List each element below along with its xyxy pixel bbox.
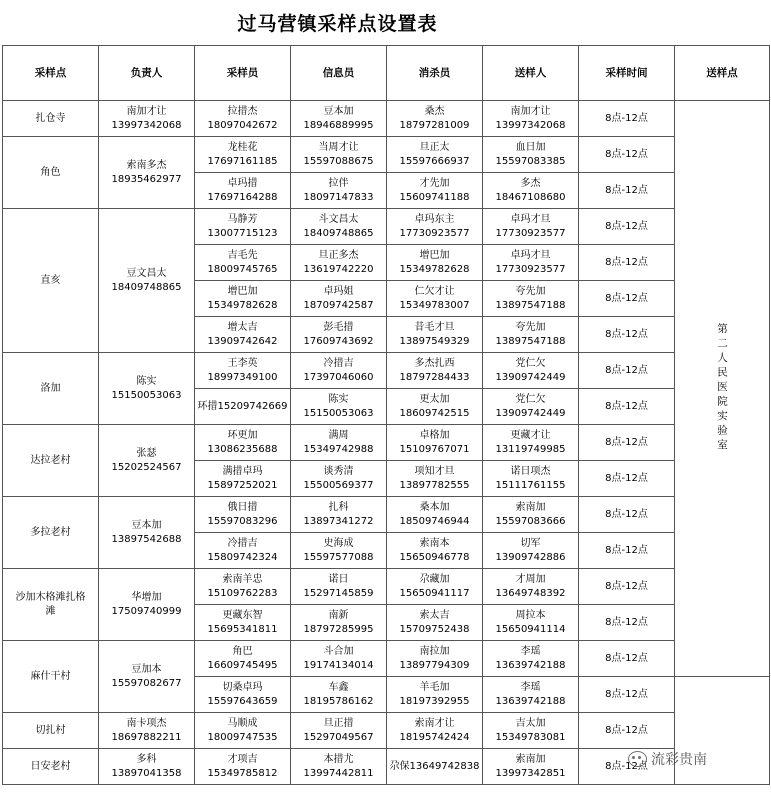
cell-sampler: 增巴加 15349782628 xyxy=(195,281,291,317)
cell-sampler: 马顺成 18009747535 xyxy=(195,713,291,749)
cell-sampler: 拉措杰 18097042672 xyxy=(195,101,291,137)
cell-disinfect: 项知才旦 13897782555 xyxy=(387,461,483,497)
cell-courier: 才周加 13649748392 xyxy=(483,569,579,605)
cell-courier: 吉太加 15349783081 xyxy=(483,713,579,749)
cell-head: 多科 13897041358 xyxy=(99,749,195,785)
cell-disinfect: 仁欠才让 15349783007 xyxy=(387,281,483,317)
cell-sampler: 俄日措 15597083296 xyxy=(195,497,291,533)
cell-sampler: 更藏东智 15695341811 xyxy=(195,605,291,641)
cell-info: 满周 15349742988 xyxy=(291,425,387,461)
cell-info: 斗文昌太 18409748865 xyxy=(291,209,387,245)
cell-head: 南加才让 13997342068 xyxy=(99,101,195,137)
header-head: 负责人 xyxy=(99,46,195,101)
table-row xyxy=(3,713,770,749)
cell-disinfect: 昔毛才旦 13897549329 xyxy=(387,317,483,353)
cell-head: 张瑟 15202524567 xyxy=(99,425,195,497)
header-courier: 送样人 xyxy=(483,46,579,101)
cell-sampler: 吉毛先 18009745765 xyxy=(195,245,291,281)
cell-courier: 卓玛才旦 17730923577 xyxy=(483,245,579,281)
cell-info: 扎科 13897341272 xyxy=(291,497,387,533)
cell-disinfect: 羊毛加 18197392955 xyxy=(387,677,483,713)
cell-sampler: 龙桂花 17697161185 xyxy=(195,137,291,173)
cell-site: 扎仓寺 xyxy=(3,101,99,137)
cell-info: 拉伴 18097147833 xyxy=(291,173,387,209)
cell-info: 彭毛措 17609743692 xyxy=(291,317,387,353)
cell-time: 8点-12点 xyxy=(579,533,675,569)
cell-courier: 李瑶 13639742188 xyxy=(483,677,579,713)
cell-sampler: 卓玛措 17697164288 xyxy=(195,173,291,209)
cell-sampler: 环措15209742669 xyxy=(195,389,291,425)
cell-disinfect: 尕保13649742838 xyxy=(387,749,483,785)
cell-disinfect: 旦正太 15597666937 xyxy=(387,137,483,173)
wechat-icon xyxy=(628,751,647,767)
cell-time: 8点-12点 xyxy=(579,641,675,677)
header-site: 采样点 xyxy=(3,46,99,101)
cell-time: 8点-12点 xyxy=(579,353,675,389)
cell-sampler: 环更加 13086235688 xyxy=(195,425,291,461)
table-row xyxy=(3,641,770,677)
cell-head: 豆加本 15597082677 xyxy=(99,641,195,713)
table-row xyxy=(3,569,770,605)
cell-head: 豆本加 13897542688 xyxy=(99,497,195,569)
cell-info: 南新 18797285995 xyxy=(291,605,387,641)
cell-disinfect: 桑本加 18509746944 xyxy=(387,497,483,533)
cell-time: 8点-12点 xyxy=(579,173,675,209)
cell-time: 8点-12点 xyxy=(579,605,675,641)
cell-head: 陈实 15150053063 xyxy=(99,353,195,425)
cell-site: 沙加木格滩扎格滩 xyxy=(3,569,99,641)
cell-courier: 卓玛才旦 17730923577 xyxy=(483,209,579,245)
cell-info: 当周才让 15597088675 xyxy=(291,137,387,173)
cell-site: 角色 xyxy=(3,137,99,209)
cell-info: 诺日 15297145859 xyxy=(291,569,387,605)
cell-info: 本措尤 13997442811 xyxy=(291,749,387,785)
cell-disinfect: 才先加 15609741188 xyxy=(387,173,483,209)
cell-courier: 更藏才让 13119749985 xyxy=(483,425,579,461)
header-row xyxy=(3,46,770,101)
cell-disinfect: 桑杰 18797281009 xyxy=(387,101,483,137)
cell-time: 8点-12点 xyxy=(579,713,675,749)
header-delivery: 送样点 xyxy=(675,46,770,101)
cell-info: 谈秀清 15500569377 xyxy=(291,461,387,497)
cell-info: 豆本加 18946889995 xyxy=(291,101,387,137)
cell-time: 8点-12点 xyxy=(579,101,675,137)
cell-courier: 夸先加 13897547188 xyxy=(483,281,579,317)
cell-info: 斗合加 19174134014 xyxy=(291,641,387,677)
cell-disinfect: 索太吉 15709752438 xyxy=(387,605,483,641)
table-row xyxy=(3,101,770,137)
cell-time: 8点-12点 xyxy=(579,137,675,173)
cell-disinfect: 卓玛东主 17730923577 xyxy=(387,209,483,245)
cell-time: 8点-12点 xyxy=(579,749,675,785)
cell-time: 8点-12点 xyxy=(579,461,675,497)
sheet-title: 过马营镇采样点设置表 xyxy=(237,12,438,35)
table-row xyxy=(3,497,770,533)
cell-head: 豆文昌太 18409748865 xyxy=(99,209,195,353)
header-disinfect: 消杀员 xyxy=(387,46,483,101)
cell-delivery-point: 第二人民医院实验室 xyxy=(675,101,770,677)
cell-info: 陈实 15150053063 xyxy=(291,389,387,425)
cell-site: 洛加 xyxy=(3,353,99,425)
cell-sampler: 角巴 16609745495 xyxy=(195,641,291,677)
cell-time: 8点-12点 xyxy=(579,317,675,353)
header-time: 采样时间 xyxy=(579,46,675,101)
cell-info: 史海成 15597577088 xyxy=(291,533,387,569)
cell-courier: 索南加 15597083666 xyxy=(483,497,579,533)
cell-sampler: 索南羊忠 15109762283 xyxy=(195,569,291,605)
cell-disinfect: 索南才让 18195742424 xyxy=(387,713,483,749)
cell-sampler: 王李英 18997349100 xyxy=(195,353,291,389)
cell-time: 8点-12点 xyxy=(579,497,675,533)
cell-disinfect: 尕藏加 15650941117 xyxy=(387,569,483,605)
table-row xyxy=(3,137,770,173)
cell-time: 8点-12点 xyxy=(579,245,675,281)
header-sampler: 采样员 xyxy=(195,46,291,101)
cell-courier: 周拉本 15650941114 xyxy=(483,605,579,641)
cell-head: 索南多杰 18935462977 xyxy=(99,137,195,209)
cell-site: 日安老村 xyxy=(3,749,99,785)
cell-site: 直亥 xyxy=(3,209,99,353)
cell-info: 卓玛姐 18709742587 xyxy=(291,281,387,317)
cell-sampler: 才项吉 15349785812 xyxy=(195,749,291,785)
cell-courier: 李瑶 13639742188 xyxy=(483,641,579,677)
cell-courier: 党仁欠 13909742449 xyxy=(483,353,579,389)
table-row xyxy=(3,425,770,461)
sampling-table xyxy=(2,45,770,785)
header-info: 信息员 xyxy=(291,46,387,101)
table-row xyxy=(3,353,770,389)
table-row xyxy=(3,209,770,245)
cell-courier: 索南加 13997342851 xyxy=(483,749,579,785)
cell-time: 8点-12点 xyxy=(579,677,675,713)
cell-disinfect: 南拉加 13897794309 xyxy=(387,641,483,677)
cell-courier: 南加才让 13997342068 xyxy=(483,101,579,137)
cell-courier: 夸先加 13897547188 xyxy=(483,317,579,353)
cell-site: 达拉老村 xyxy=(3,425,99,497)
cell-time: 8点-12点 xyxy=(579,389,675,425)
cell-info: 车鑫 18195786162 xyxy=(291,677,387,713)
cell-time: 8点-12点 xyxy=(579,569,675,605)
cell-courier: 党仁欠 13909742449 xyxy=(483,389,579,425)
cell-courier: 血日加 15597083385 xyxy=(483,137,579,173)
cell-courier: 切军 13909742886 xyxy=(483,533,579,569)
cell-disinfect: 更太加 18609742515 xyxy=(387,389,483,425)
cell-sampler: 冷措吉 15809742324 xyxy=(195,533,291,569)
watermark xyxy=(628,748,707,770)
cell-time: 8点-12点 xyxy=(579,425,675,461)
cell-time: 8点-12点 xyxy=(579,209,675,245)
cell-site: 麻什干村 xyxy=(3,641,99,713)
watermark-text: 流彩贵南 xyxy=(651,752,707,768)
cell-sampler: 马静芳 13007715123 xyxy=(195,209,291,245)
cell-head: 华增加 17509740999 xyxy=(99,569,195,641)
cell-disinfect: 多杰扎西 18797284433 xyxy=(387,353,483,389)
cell-courier: 多杰 18467108680 xyxy=(483,173,579,209)
cell-sampler: 切桑卓玛 15597643659 xyxy=(195,677,291,713)
cell-disinfect: 卓格加 15109767071 xyxy=(387,425,483,461)
cell-info: 冷措吉 17397046060 xyxy=(291,353,387,389)
cell-info: 旦正措 15297049567 xyxy=(291,713,387,749)
cell-disinfect: 索南本 15650946778 xyxy=(387,533,483,569)
cell-head: 南卡项杰 18697882211 xyxy=(99,713,195,749)
cell-time: 8点-12点 xyxy=(579,281,675,317)
cell-sampler: 增太吉 13909742642 xyxy=(195,317,291,353)
cell-info: 旦正多杰 13619742220 xyxy=(291,245,387,281)
cell-disinfect: 增巴加 15349782628 xyxy=(387,245,483,281)
cell-site: 多拉老村 xyxy=(3,497,99,569)
cell-courier: 诺日项杰 15111761155 xyxy=(483,461,579,497)
cell-site: 切扎村 xyxy=(3,713,99,749)
cell-sampler: 满措卓玛 15897252021 xyxy=(195,461,291,497)
